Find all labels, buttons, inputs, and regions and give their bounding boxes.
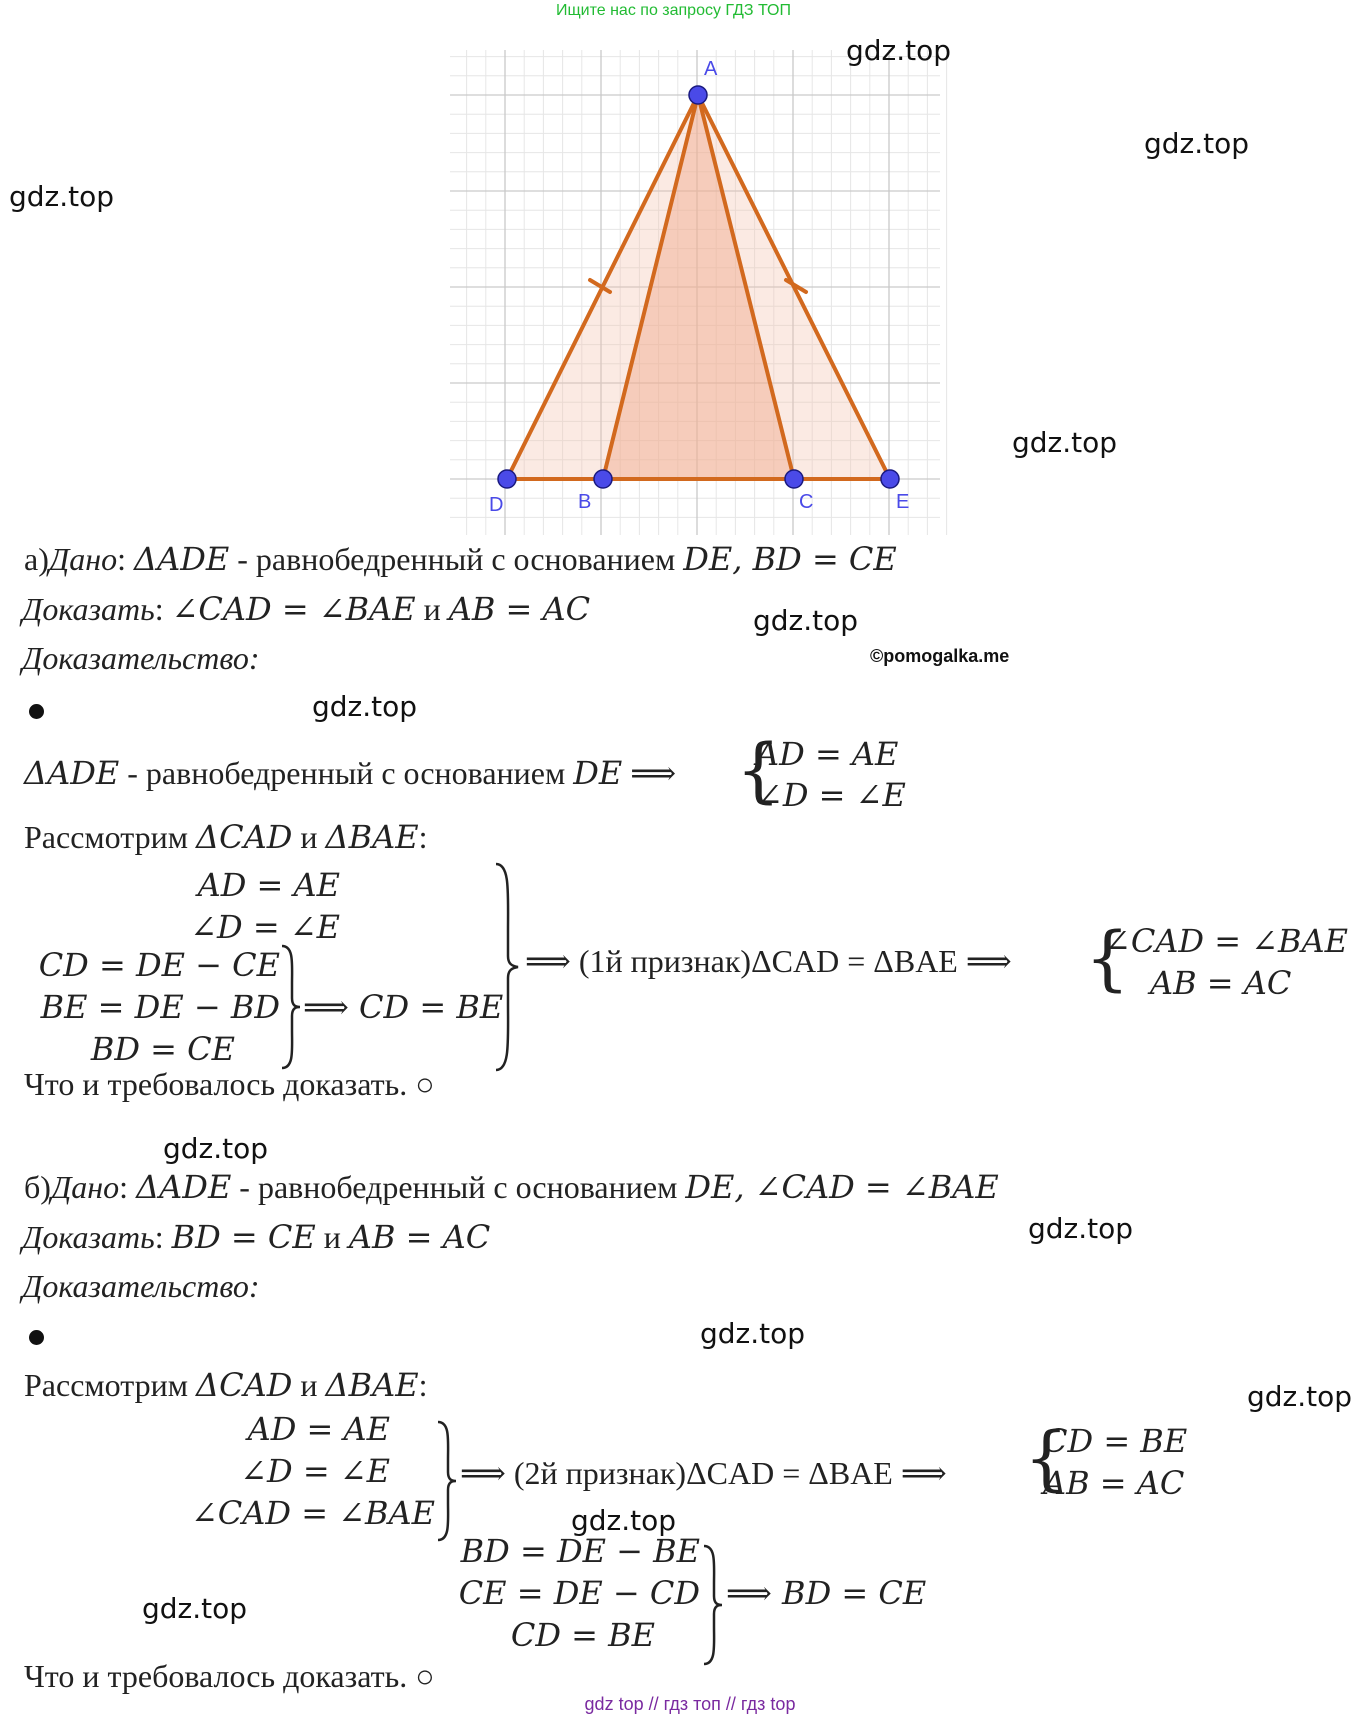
part-a-prove: Доказать: ∠CAD = ∠BAE и AB = AC (22, 590, 591, 628)
condition-row: BD = DE − BE (460, 1532, 700, 1570)
right-brace (436, 1420, 458, 1542)
system-brace: { (736, 729, 781, 811)
label-b: B (578, 491, 592, 513)
point-e (881, 470, 899, 488)
bullet (29, 704, 44, 719)
point-a (689, 86, 707, 104)
part-a-proof-heading: Доказательство: (22, 640, 260, 676)
condition-row: AD = AE (197, 866, 340, 904)
watermark: gdz.top (700, 1317, 806, 1350)
copyright: ©pomogalka.me (870, 646, 1010, 666)
part-b-proof-heading: Доказательство: (22, 1268, 260, 1304)
footer-links[interactable]: gdz top // гдз топ // гдз top (584, 1694, 796, 1714)
condition-row: CD = BE (510, 1616, 655, 1654)
right-brace-small (280, 944, 302, 1070)
condition-row: ∠CAD = ∠BAE (190, 1494, 435, 1532)
part-b-qed: Что и требовалось доказать. ○ (24, 1658, 435, 1694)
label-a: A (704, 58, 718, 80)
part-b-result: ⟹ (2й признак)ΔCAD = ΔBAE ⟹ (460, 1455, 947, 1491)
part-b-prove: Доказать: BD = CE и AB = AC (22, 1218, 491, 1256)
condition-row: BE = DE − BD (40, 988, 280, 1026)
condition-row: ∠D = ∠E (190, 908, 340, 946)
right-brace (702, 1544, 724, 1666)
condition-row: CD = DE − CE (38, 946, 280, 984)
watermark: gdz.top (142, 1592, 248, 1625)
point-b (594, 470, 612, 488)
watermark: gdz.top (753, 604, 859, 637)
system-row: ∠D = ∠E (756, 776, 906, 814)
watermark: gdz.top (1144, 127, 1250, 160)
watermark: gdz.top (1028, 1212, 1134, 1245)
triangle-figure (450, 50, 950, 535)
point-d (498, 470, 516, 488)
watermark: gdz.top (163, 1132, 269, 1165)
watermark: gdz.top (571, 1504, 677, 1537)
derived-equality: ⟹ BD = CE (726, 1574, 927, 1612)
part-a-qed: Что и требовалось доказать. ○ (24, 1066, 435, 1102)
part-a-result: ⟹ (1й признак)ΔCAD = ΔBAE ⟹ (525, 943, 1012, 979)
system-row: ∠CAD = ∠BAE (1104, 922, 1349, 960)
watermark: gdz.top (312, 690, 418, 723)
watermark: gdz.top (1247, 1380, 1353, 1413)
search-hint: Ищите нас по запросу ГДЗ ТОП (556, 2, 791, 19)
condition-row: AD = AE (247, 1410, 390, 1448)
part-b-given: б)Дано: ΔADE - равнобедренный с основанием DE, ∠CAD = ∠BAE (24, 1168, 999, 1206)
condition-row: ∠D = ∠E (240, 1452, 390, 1490)
watermark: gdz.top (846, 34, 952, 67)
part-a-given: а)Дано: ΔADE - равнобедренный с основанием DE, BD = CE (24, 540, 897, 578)
system-row: AB = AC (1150, 964, 1292, 1002)
watermark: gdz.top (1012, 426, 1118, 459)
label-d: D (489, 494, 504, 516)
condition-row: BD = CE (90, 1030, 235, 1068)
right-brace-large (494, 862, 520, 1072)
system-brace: { (1024, 1417, 1069, 1499)
bullet (29, 1330, 44, 1345)
label-e: E (896, 491, 910, 513)
system-row: AD = AE (756, 735, 899, 773)
part-b-consider: Рассмотрим ΔCAD и ΔBAE: (24, 1366, 428, 1404)
point-c (785, 470, 803, 488)
system-brace: { (1085, 917, 1130, 999)
system-row: CD = BE (1043, 1422, 1188, 1460)
derived-equality: ⟹ CD = BE (303, 988, 504, 1026)
part-a-isosceles-line: ΔADE - равнобедренный с основанием DE ⟹ (24, 754, 677, 792)
watermark: gdz.top (9, 180, 115, 213)
part-a-consider: Рассмотрим ΔCAD и ΔBAE: (24, 818, 428, 856)
system-row: AB = AC (1043, 1464, 1185, 1502)
condition-row: CE = DE − CD (458, 1574, 700, 1612)
label-c: C (799, 491, 814, 513)
